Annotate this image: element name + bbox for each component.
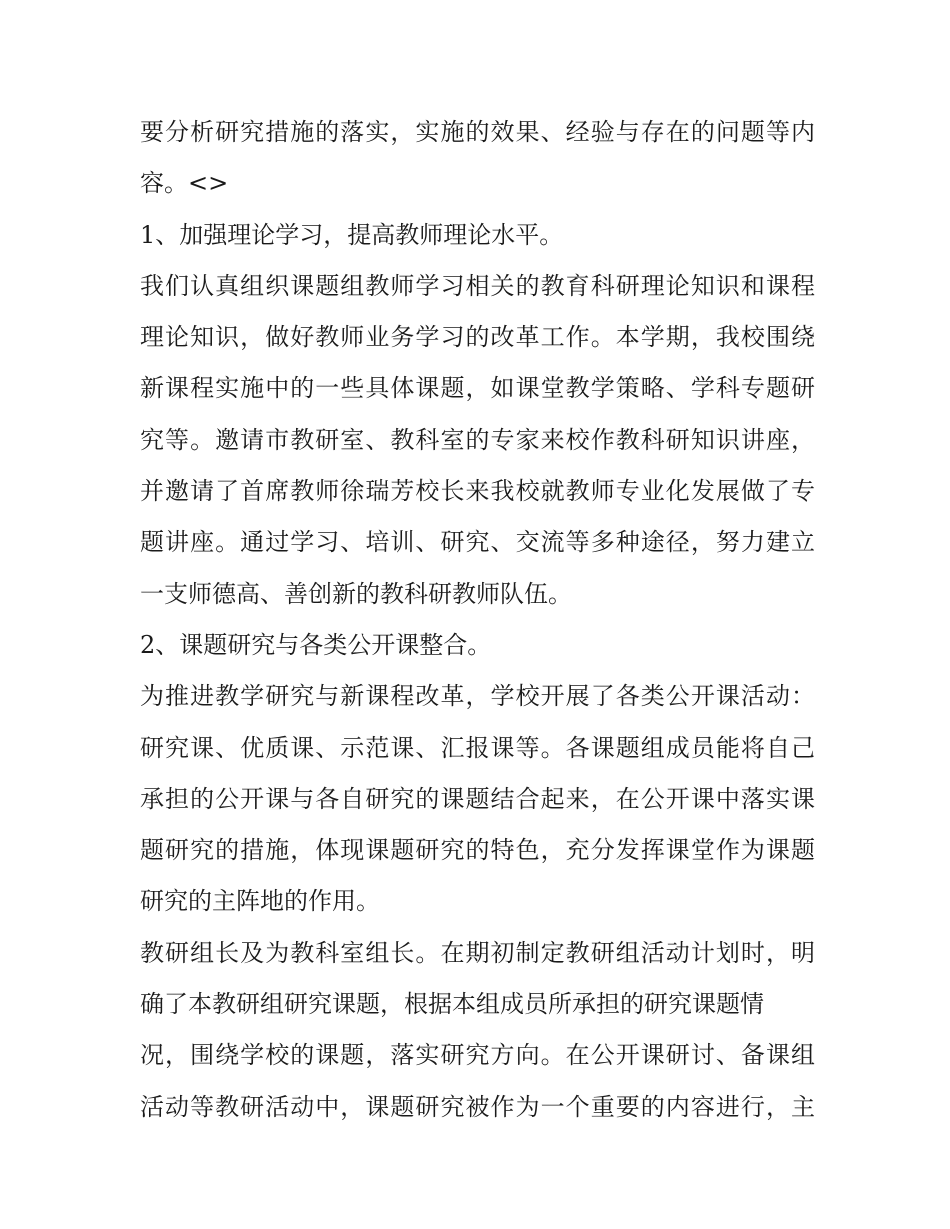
text-line: 理论知识，做好教师业务学习的改革工作。本学期，我校围绕 bbox=[140, 323, 815, 352]
text-line: 题讲座。通过学习、培训、研究、交流等多种途径，努力建立 bbox=[140, 528, 815, 557]
text-line: 我们认真组织课题组教师学习相关的教育科研理论知识和课程 bbox=[140, 271, 815, 300]
document-body bbox=[140, 107, 815, 1133]
text-line: 究等。邀请市教研室、教科室的专家来校作教科研知识讲座， bbox=[140, 425, 815, 454]
text-line: 确了本教研组研究课题，根据本组成员所承担的研究课题情 bbox=[140, 990, 764, 1019]
section-heading: 1、加强理论学习，提高教师理论水平。 bbox=[140, 220, 564, 249]
text-line: 活动等教研活动中，课题研究被作为一个重要的内容进行，主 bbox=[140, 1092, 815, 1121]
text-line: 要分析研究措施的落实，实施的效果、经验与存在的问题等内 bbox=[140, 118, 815, 146]
text-line: 研究的主阵地的作用。 bbox=[140, 887, 380, 916]
text-line: 况，围绕学校的课题，落实研究方向。在公开课研讨、备课组 bbox=[140, 1041, 815, 1070]
section-heading: 2、课题研究与各类公开课整合。 bbox=[140, 630, 492, 659]
text-line: 并邀请了首席教师徐瑞芳校长来我校就教师专业化发展做了专 bbox=[140, 477, 815, 506]
text-line: 研究课、优质课、示范课、汇报课等。各课题组成员能将自己 bbox=[140, 733, 815, 762]
text-line: 教研组长及为教科室组长。在期初制定教研组活动计划时，明 bbox=[140, 938, 815, 967]
text-line: 题研究的措施，体现课题研究的特色，充分发挥课堂作为课题 bbox=[140, 836, 815, 865]
text-line: 承担的公开课与各自研究的课题结合起来，在公开课中落实课 bbox=[140, 784, 815, 813]
text-line: 一支师德高、善创新的教科研教师队伍。 bbox=[140, 579, 572, 608]
text-line: 为推进教学研究与新课程改革，学校开展了各类公开课活动： bbox=[140, 682, 815, 711]
text-line: 新课程实施中的一些具体课题，如课堂教学策略、学科专题研 bbox=[140, 374, 815, 403]
text-line: 容。<> bbox=[140, 169, 229, 198]
